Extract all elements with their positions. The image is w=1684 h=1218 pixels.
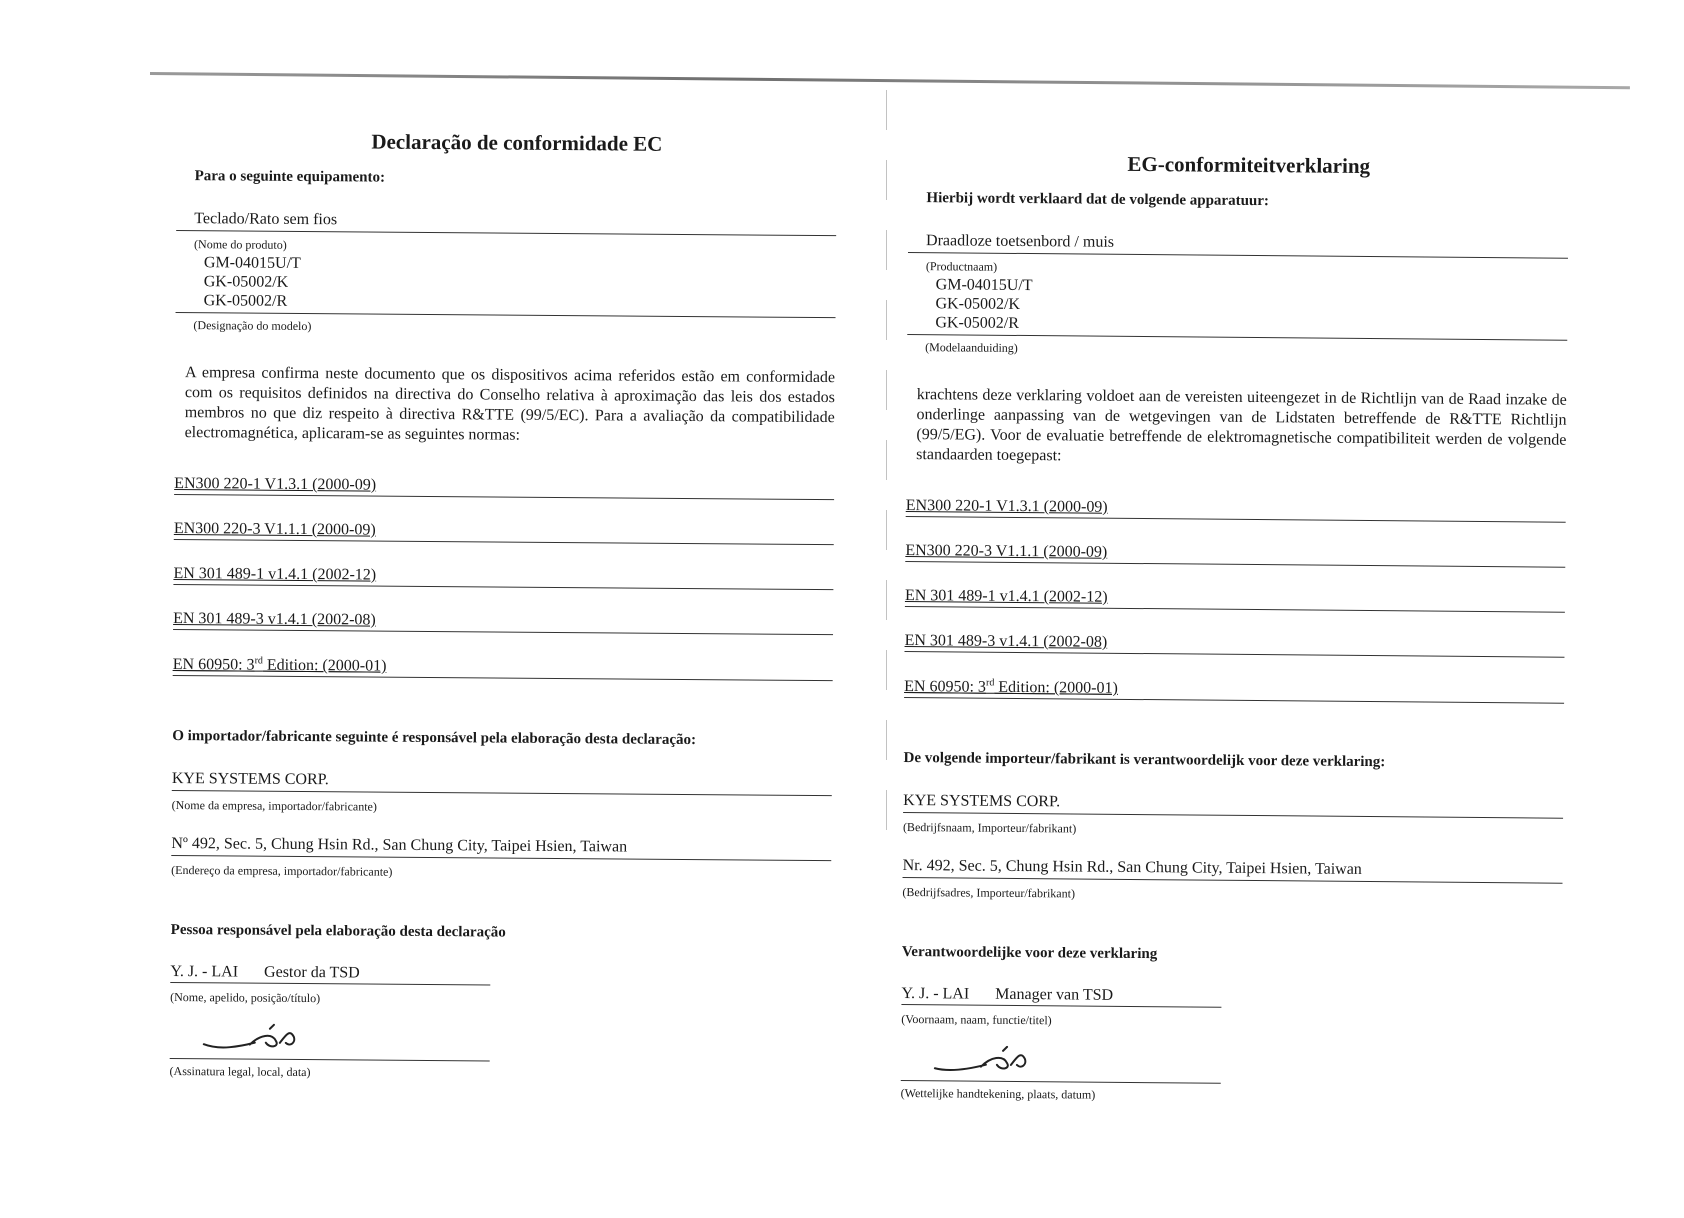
model-item: GM-04015U/T [203,254,301,272]
model-item: GK-05002/R [935,314,1020,332]
model-field-line [176,312,836,318]
page-fold-line [886,90,887,830]
standard-text: EN 301 489-1 v1.4.1 (2002-12) [173,564,377,584]
standard-text: EN300 220-3 V1.1.1 (2000-09) [905,541,1108,561]
address-caption: (Endereço da empresa, importador/fabricante) [171,862,393,879]
standard-line [906,497,1566,523]
standard-suffix: Edition: (2000-01) [994,679,1118,698]
model-item: GK-05002/R [203,292,288,310]
conformity-paragraph: A empresa confirma neste documento que os dispositivos acima referidos estão em conformidade com os requisitos definidos na directiva do Conselho relativa à aproximação das leis dos estados membros no que diz respeito à directiva R&TTE (99/5/EC). Para a avaliação da compatibilidade electromagnética, aplicaram-se as seguintes normas: [184,364,836,444]
product-caption: (Productnaam) [925,259,998,274]
company-field [903,792,1563,819]
standard-text: EN300 220-3 V1.1.1 (2000-09) [173,519,376,539]
standard-text: EN 301 489-3 v1.4.1 (2002-08) [173,609,376,629]
standard-suffix: Edition: (2000-01) [262,657,387,675]
model-item: GK-05002/K [203,273,289,291]
model-item: GK-05002/K [935,295,1021,313]
importer-label: O importador/fabricante seguinte é responsável pela elaboração desta declaração: [172,727,697,749]
standard-text: EN 301 489-3 v1.4.1 (2002-08) [904,631,1108,651]
company-value: KYE SYSTEMS CORP. [903,791,1061,811]
standard-prefix: EN 60950: 3 [172,656,255,674]
product-name-value: Teclado/Rato sem fios [194,210,338,229]
standard-superscript: rd [254,655,263,667]
address-value: Nº 492, Sec. 5, Chung Hsin Rd., San Chung City, Taipei Hsien, Taiwan [171,834,628,856]
person-name: Y. J. - LAI [901,984,970,1003]
person-field [901,985,1221,1008]
standard-line [173,610,833,635]
company-field [172,770,832,796]
signature-caption: (Wettelijke handtekening, plaats, datum) [900,1085,1096,1102]
standard-line [905,587,1565,613]
standard-text [904,678,1118,697]
standard-text: EN300 220-1 V1.3.1 (2000-09) [905,496,1108,516]
responsible-label: Verantwoordelijke voor deze verklaring [901,943,1158,963]
company-value: KYE SYSTEMS CORP. [171,769,329,789]
standard-line [174,520,834,545]
address-caption: (Bedrijfsadres, Importeur/fabrikant) [902,884,1076,901]
company-caption: (Nome da empresa, importador/fabricante) [171,797,377,814]
page-title: EG-conformiteitverklaring [1127,151,1371,179]
signature-line [901,1080,1221,1084]
standard-text [173,656,387,675]
importer-label: De volgende importeur/fabrikant is verantwoordelijk voor deze verklaring: [903,749,1386,771]
standard-superscript: rd [985,677,995,689]
page-title: Declaração de conformidade EC [371,129,663,156]
standard-line [173,655,833,682]
model-caption: (Modelaanduiding) [925,340,1018,355]
signature-caption: (Assinatura legal, local, data) [169,1063,311,1080]
product-caption: (Nome do produto) [194,237,287,252]
person-field [170,963,490,986]
standard-line [174,475,834,500]
signature-image [931,1042,1041,1079]
product-name-value: Draadloze toetsenbord / muis [926,232,1115,251]
address-field [903,857,1563,884]
company-caption: (Bedrijfsnaam, Importeur/fabrikant) [902,819,1077,836]
standard-line [173,565,833,590]
standard-prefix: EN 60950: 3 [904,678,987,697]
standard-line [904,677,1564,704]
standard-text: EN300 220-1 V1.3.1 (2000-09) [174,474,377,494]
person-role: Manager van TSD [995,985,1114,1004]
signature-image [200,1020,310,1057]
declaration-page-dutch [900,22,1590,1218]
person-caption: (Nome, apelido, posição/título) [170,989,321,1006]
standard-line [905,632,1565,658]
conformity-paragraph: krachtens deze verklaring voldoet aan de vereisten uiteengezet in de Richtlijn van de Raad inzake de onderlinge aanpassing van de wetgevingen van de Lidstaten betreffende de R&TTE Richtlijn (99/5/EG). Voor de evaluatie betreffende de elektromagnetische compatibiliteit werden de volgende standaarden toegepast: [916,386,1567,465]
person-caption: (Voornaam, naam, functie/titel) [901,1011,1052,1028]
person-name: Y. J. - LAI [170,962,239,981]
model-caption: (Designação do modelo) [193,318,312,334]
signature-line [170,1058,490,1062]
equipment-label: Para o seguinte equipamento: [194,168,386,186]
model-list [204,253,301,311]
declaration-page-portuguese [169,0,858,1195]
standard-text: EN 301 489-1 v1.4.1 (2002-12) [904,586,1108,606]
address-field [171,835,831,861]
model-field-line [907,334,1567,341]
person-role: Gestor da TSD [264,963,360,982]
responsible-label: Pessoa responsável pela elaboração desta declaração [170,921,506,941]
product-name-field [176,210,836,236]
address-value: Nr. 492, Sec. 5, Chung Hsin Rd., San Chung City, Taipei Hsien, Taiwan [902,856,1362,878]
equipment-label: Hierbij wordt verklaard dat de volgende apparatuur: [926,190,1270,210]
model-list [935,275,1032,333]
product-name-field [908,232,1568,259]
model-item: GM-04015U/T [935,276,1033,295]
standard-line [905,542,1565,568]
